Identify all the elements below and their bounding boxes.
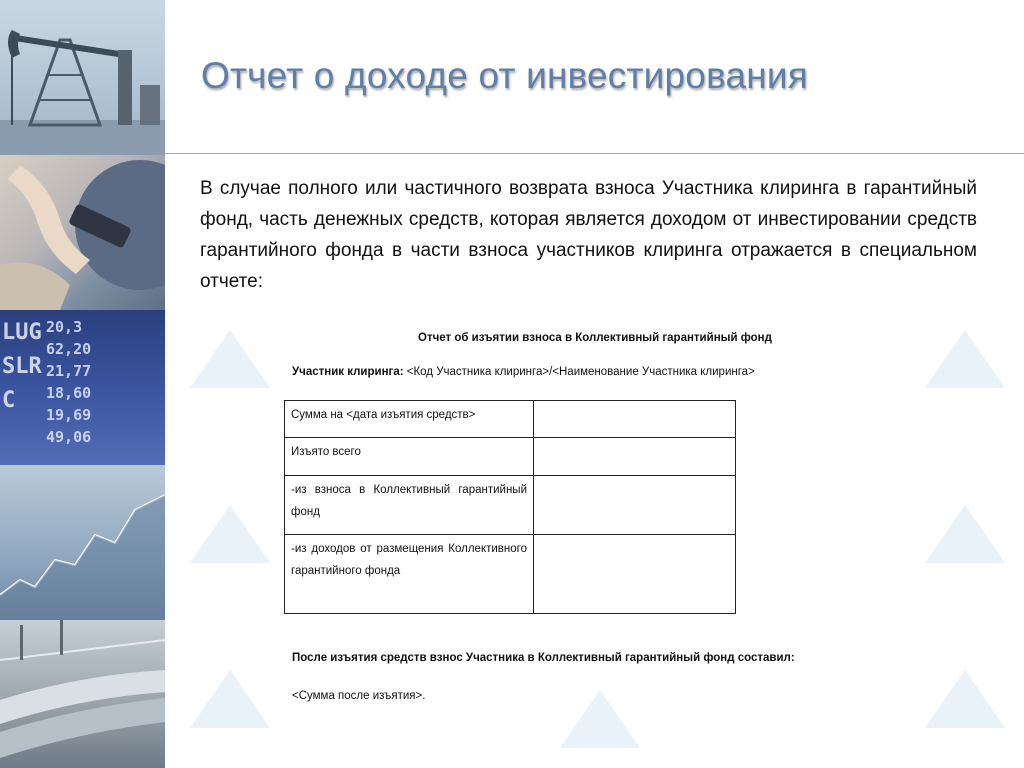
row-label: -из взноса в Коллективный гарантийный фонд — [285, 476, 534, 535]
ticker-small: 20,3 62,20 21,77 18,60 19,69 49,06 — [46, 318, 92, 446]
table-row — [285, 401, 736, 438]
row-value — [534, 476, 736, 535]
row-value — [534, 438, 736, 476]
watermark-triangle — [925, 330, 1005, 388]
row-label: Изъято всего — [285, 438, 534, 476]
report-title: Отчет об изъятии взноса в Коллективный гарантийный фонд — [418, 332, 772, 344]
chart-photo — [0, 465, 165, 620]
table-row — [285, 438, 736, 476]
watermark-triangle — [560, 690, 640, 748]
stock-ticker-photo — [0, 310, 165, 465]
oil-pump-photo — [0, 0, 165, 155]
table-row — [285, 476, 736, 535]
watermark-triangle — [190, 670, 270, 728]
pipeline-icon — [0, 620, 165, 768]
after-withdrawal-value: <Сумма после изъятия>. — [292, 690, 426, 702]
fuel-nozzle-icon — [0, 155, 165, 310]
after-withdrawal-label: После изъятия средств взнос Участника в Коллективный гарантийный фонд составил: — [292, 652, 795, 664]
photo-strip — [0, 0, 165, 768]
row-value — [534, 535, 736, 614]
watermark-triangle — [925, 505, 1005, 563]
watermark-triangle — [190, 505, 270, 563]
participant-line — [292, 366, 755, 378]
row-value — [534, 401, 736, 438]
title-divider — [165, 153, 1024, 154]
row-label: Сумма на <дата изъятия средств> — [285, 401, 534, 438]
row-label: -из доходов от размещения Коллективного гарантийного фонда — [285, 535, 534, 614]
participant-value: <Код Участника клиринга>/<Наименование Участника клиринга> — [403, 366, 755, 378]
graph-icon — [0, 465, 165, 620]
watermark-triangle — [925, 670, 1005, 728]
fuel-nozzle-photo — [0, 155, 165, 310]
watermark-triangle — [190, 330, 270, 388]
oil-pump-icon — [0, 0, 165, 155]
table-row — [285, 535, 736, 614]
participant-label: Участник клиринга: — [292, 366, 404, 378]
pipeline-photo — [0, 620, 165, 768]
ticker-large: LUG SLR C — [2, 320, 42, 413]
intro-paragraph: В случае полного или частичного возврата взноса Участника клиринга в гарантийный фонд, часть денежных средств, которая является доходом от инвестировании средств гарантийного фонда в части взноса участников клиринга отражается в специальном отчете: — [200, 178, 977, 292]
withdrawal-table — [284, 400, 736, 614]
slide-title: Отчет о доходе от инвестирования — [201, 55, 809, 96]
